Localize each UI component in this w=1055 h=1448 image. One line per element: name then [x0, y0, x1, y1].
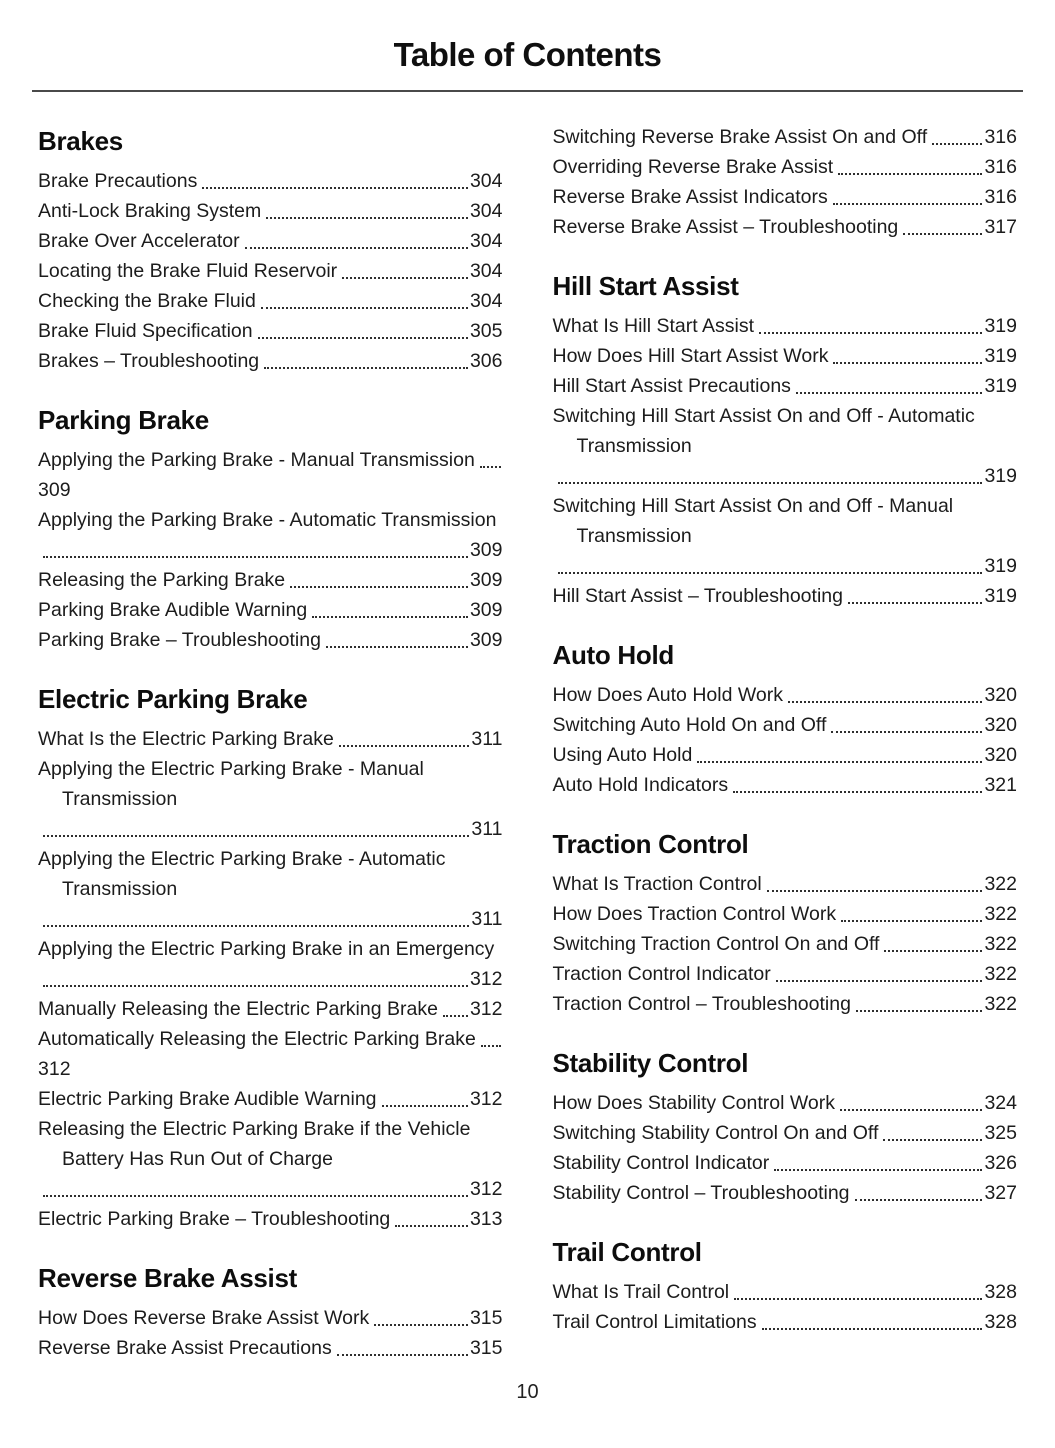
toc-dot-leader	[290, 586, 468, 588]
toc-entry-label: Switching Hill Start Assist On and Off - Manual Transmission	[552, 495, 954, 547]
toc-entry-label: Manually Releasing the Electric Parking Brake	[38, 998, 438, 1020]
toc-section	[553, 827, 1018, 1019]
toc-entry-label: Switching Hill Start Assist On and Off - Automatic Transmission	[552, 405, 975, 457]
toc-entry-page: 311	[471, 728, 503, 750]
toc-section	[553, 1235, 1018, 1337]
toc-column-2	[553, 122, 1018, 1364]
toc-section	[553, 1046, 1018, 1208]
toc-dot-leader	[848, 602, 982, 604]
toc-entry-page: 328	[984, 1281, 1017, 1303]
toc-entry-page: 304	[469, 290, 503, 312]
toc-entry	[553, 182, 1018, 212]
toc-dot-leader	[734, 1298, 982, 1300]
toc-section	[553, 638, 1018, 800]
toc-dot-leader	[774, 1169, 982, 1171]
toc-dot-leader	[337, 1354, 468, 1356]
toc-dot-leader	[261, 307, 468, 309]
toc-entry	[38, 625, 503, 655]
toc-dot-leader	[838, 173, 982, 175]
section-heading: Traction Control	[552, 829, 749, 859]
toc-entry	[38, 166, 503, 196]
toc-entry	[38, 1024, 503, 1084]
toc-entry-label: Traction Control Indicator	[552, 963, 771, 985]
toc-dot-leader	[833, 203, 983, 205]
toc-dot-leader	[266, 217, 468, 219]
page-title: Table of Contents	[393, 36, 662, 73]
toc-entry-label: Checking the Brake Fluid	[38, 290, 256, 312]
toc-entry	[553, 1178, 1018, 1208]
toc-entry	[553, 770, 1018, 800]
toc-entry-page: 313	[469, 1208, 503, 1230]
toc-entry-page: 319	[984, 585, 1017, 607]
toc-entry-label: Hill Start Assist Precautions	[552, 375, 791, 397]
section-entries	[553, 1088, 1018, 1208]
toc-entry-label: Stability Control – Troubleshooting	[552, 1182, 850, 1204]
toc-dot-leader	[481, 1045, 501, 1047]
toc-dot-leader	[932, 143, 982, 145]
toc-entry	[553, 1118, 1018, 1148]
toc-dot-leader	[856, 1010, 983, 1012]
toc-entry-page: 322	[984, 933, 1017, 955]
toc-dot-leader	[883, 1139, 982, 1141]
toc-entry-label: Reverse Brake Assist Precautions	[38, 1337, 332, 1359]
toc-dot-leader	[312, 616, 468, 618]
toc-entry	[38, 1084, 503, 1114]
toc-dot-leader	[762, 1328, 983, 1330]
toc-entry	[553, 1148, 1018, 1178]
toc-entry-page: 322	[984, 903, 1017, 925]
toc-entry-page: 312	[469, 998, 503, 1020]
toc-dot-leader	[903, 233, 982, 235]
toc-dot-leader	[43, 556, 468, 558]
toc-entry-page: 312	[469, 968, 503, 990]
toc-entry	[553, 1277, 1018, 1307]
toc-entry-label: Applying the Electric Parking Brake in an Emergency	[38, 938, 495, 960]
toc-entry	[553, 959, 1018, 989]
toc-section	[553, 269, 1018, 611]
toc-entry-page: 319	[984, 345, 1017, 367]
toc-dot-leader	[831, 731, 982, 733]
toc-entry-page: 316	[984, 126, 1017, 148]
toc-entry-label: Automatically Releasing the Electric Parking Brake	[38, 1028, 476, 1050]
section-entries	[38, 445, 503, 655]
section-heading: Auto Hold	[552, 640, 674, 670]
toc-entry-page: 309	[469, 539, 503, 561]
toc-entry	[553, 680, 1018, 710]
toc-dot-leader	[884, 950, 982, 952]
toc-dot-leader	[558, 482, 983, 484]
toc-entry-page: 320	[984, 684, 1017, 706]
toc-entry-page: 316	[984, 156, 1017, 178]
toc-entry	[38, 754, 503, 844]
toc-entry-label: Anti-Lock Braking System	[38, 200, 262, 222]
toc-dot-leader	[697, 761, 982, 763]
toc-entry	[38, 1204, 503, 1234]
toc-entry-label: How Does Auto Hold Work	[552, 684, 783, 706]
toc-entry	[553, 710, 1018, 740]
toc-dot-leader	[374, 1324, 468, 1326]
section-heading: Electric Parking Brake	[38, 684, 308, 714]
toc-entry-page: 309	[469, 629, 503, 651]
toc-entry-label: What Is Traction Control	[552, 873, 762, 895]
toc-entry-label: Reverse Brake Assist – Troubleshooting	[552, 216, 899, 238]
toc-entry-page: 304	[469, 230, 503, 252]
toc-entry-page: 317	[984, 216, 1017, 238]
toc-entry	[38, 565, 503, 595]
toc-entry-label: Applying the Parking Brake - Automatic Transmission	[38, 509, 497, 531]
section-heading: Brakes	[38, 126, 123, 156]
toc-section	[38, 124, 503, 376]
toc-entry	[38, 1333, 503, 1363]
toc-dot-leader	[796, 392, 983, 394]
toc-section	[38, 1261, 503, 1363]
toc-entry-label: Reverse Brake Assist Indicators	[552, 186, 828, 208]
toc-entry-page: 304	[469, 260, 503, 282]
toc-entry-label: How Does Hill Start Assist Work	[552, 345, 829, 367]
toc-dot-leader	[840, 1109, 982, 1111]
toc-entry	[553, 401, 1018, 491]
toc-entry-page: 328	[984, 1311, 1017, 1333]
toc-entry-page: 309	[469, 569, 503, 591]
toc-entry-label: Brakes – Troubleshooting	[38, 350, 260, 372]
toc-entry	[38, 1114, 503, 1204]
toc-entry	[553, 1307, 1018, 1337]
section-entries	[38, 166, 503, 376]
toc-entry	[553, 740, 1018, 770]
section-entries	[38, 724, 503, 1234]
toc-dot-leader	[558, 572, 983, 574]
toc-entry	[38, 286, 503, 316]
toc-entry	[38, 1303, 503, 1333]
toc-dot-leader	[395, 1225, 468, 1227]
toc-entry	[553, 869, 1018, 899]
toc-entry-label: Overriding Reverse Brake Assist	[552, 156, 834, 178]
toc-entry-label: Electric Parking Brake Audible Warning	[38, 1088, 377, 1110]
toc-dot-leader	[733, 791, 982, 793]
section-entries	[553, 122, 1018, 242]
section-heading: Reverse Brake Assist	[38, 1263, 297, 1293]
toc-entry	[38, 595, 503, 625]
toc-dot-leader	[841, 920, 982, 922]
toc-entry-label: Parking Brake Audible Warning	[38, 599, 308, 621]
toc-entry-page: 322	[984, 873, 1017, 895]
toc-entry	[38, 346, 503, 376]
toc-entry-page: 312	[469, 1088, 503, 1110]
section-heading: Hill Start Assist	[552, 271, 739, 301]
toc-section	[38, 403, 503, 655]
toc-entry	[553, 311, 1018, 341]
toc-section	[553, 122, 1018, 242]
toc-entry-page: 304	[469, 170, 503, 192]
toc-entry	[38, 505, 503, 565]
toc-entry	[553, 1088, 1018, 1118]
toc-entry-label: Switching Auto Hold On and Off	[552, 714, 827, 736]
toc-entry-page: 320	[984, 744, 1017, 766]
section-heading: Trail Control	[552, 1237, 702, 1267]
toc-entry	[38, 226, 503, 256]
toc-entry-page: 320	[984, 714, 1017, 736]
toc-dot-leader	[480, 466, 501, 468]
section-heading: Stability Control	[552, 1048, 749, 1078]
section-entries	[38, 1303, 503, 1363]
toc-entry	[553, 989, 1018, 1019]
toc-entry	[553, 152, 1018, 182]
toc-dot-leader	[258, 337, 468, 339]
section-entries	[553, 1277, 1018, 1337]
toc-entry-label: Brake Fluid Specification	[38, 320, 253, 342]
toc-dot-leader	[776, 980, 983, 982]
toc-entry-page: 312	[38, 1058, 71, 1080]
toc-entry-page: 322	[984, 993, 1017, 1015]
toc-dot-leader	[382, 1105, 468, 1107]
toc-entry-label: Parking Brake – Troubleshooting	[38, 629, 321, 651]
toc-column-1	[38, 122, 503, 1390]
section-entries	[553, 680, 1018, 800]
title-divider	[32, 90, 1023, 92]
toc-entry-label: Releasing the Parking Brake	[38, 569, 286, 591]
toc-entry-page: 312	[469, 1178, 503, 1200]
toc-entry-page: 322	[984, 963, 1017, 985]
toc-entry-page: 326	[984, 1152, 1017, 1174]
toc-entry	[553, 899, 1018, 929]
toc-entry-page: 319	[984, 465, 1017, 487]
toc-dot-leader	[443, 1015, 468, 1017]
toc-entry-label: What Is Hill Start Assist	[552, 315, 755, 337]
toc-entry-label: Stability Control Indicator	[552, 1152, 770, 1174]
toc-columns	[38, 122, 1017, 1390]
toc-entry-label: Applying the Electric Parking Brake - Manual Transmission	[38, 758, 424, 810]
toc-entry-label: Switching Traction Control On and Off	[552, 933, 880, 955]
toc-entry-label: Using Auto Hold	[552, 744, 693, 766]
toc-entry	[553, 929, 1018, 959]
toc-entry-label: Electric Parking Brake – Troubleshooting	[38, 1208, 391, 1230]
toc-entry-page: 309	[38, 479, 71, 501]
toc-entry-label: What Is Trail Control	[552, 1281, 730, 1303]
toc-entry-page: 325	[984, 1122, 1017, 1144]
toc-entry-label: Applying the Parking Brake - Manual Transmission	[38, 449, 475, 471]
toc-entry-page: 315	[469, 1337, 503, 1359]
toc-entry-label: Switching Stability Control On and Off	[552, 1122, 879, 1144]
toc-entry-page: 304	[469, 200, 503, 222]
toc-entry-page: 327	[984, 1182, 1017, 1204]
toc-entry-label: Hill Start Assist – Troubleshooting	[552, 585, 843, 607]
toc-entry-label: Trail Control Limitations	[552, 1311, 757, 1333]
toc-dot-leader	[245, 247, 468, 249]
toc-entry-page: 319	[984, 555, 1017, 577]
toc-entry-label: Switching Reverse Brake Assist On and Off	[552, 126, 928, 148]
toc-section	[38, 682, 503, 1234]
toc-entry-label: How Does Reverse Brake Assist Work	[38, 1307, 370, 1329]
toc-entry-label: How Does Traction Control Work	[552, 903, 837, 925]
toc-entry	[553, 212, 1018, 242]
toc-entry-page: 311	[471, 908, 503, 930]
toc-entry-label: What Is the Electric Parking Brake	[38, 728, 334, 750]
toc-entry-label: Applying the Electric Parking Brake - Automatic Transmission	[38, 848, 446, 900]
toc-entry	[38, 724, 503, 754]
toc-entry	[38, 256, 503, 286]
toc-entry-label: Locating the Brake Fluid Reservoir	[38, 260, 338, 282]
toc-entry-page: 315	[469, 1307, 503, 1329]
toc-entry	[38, 994, 503, 1024]
footer-page-number: 10	[516, 1381, 539, 1403]
toc-entry-label: Brake Precautions	[38, 170, 198, 192]
toc-entry-page: 319	[984, 375, 1017, 397]
toc-entry-page: 306	[469, 350, 503, 372]
toc-entry-page: 316	[984, 186, 1017, 208]
section-entries	[553, 869, 1018, 1019]
toc-entry-page: 309	[469, 599, 503, 621]
toc-dot-leader	[342, 277, 468, 279]
toc-entry	[553, 491, 1018, 581]
toc-dot-leader	[788, 701, 982, 703]
toc-entry	[553, 371, 1018, 401]
toc-entry-page: 324	[984, 1092, 1017, 1114]
toc-entry	[38, 844, 503, 934]
toc-entry-page: 321	[984, 774, 1017, 796]
toc-entry	[38, 316, 503, 346]
toc-entry	[38, 196, 503, 226]
toc-dot-leader	[264, 367, 468, 369]
toc-dot-leader	[855, 1199, 983, 1201]
section-heading: Parking Brake	[38, 405, 209, 435]
toc-dot-leader	[833, 362, 982, 364]
toc-entry-label: Traction Control – Troubleshooting	[552, 993, 851, 1015]
toc-dot-leader	[202, 187, 468, 189]
toc-dot-leader	[43, 985, 468, 987]
toc-dot-leader	[759, 332, 982, 334]
toc-dot-leader	[43, 835, 469, 837]
toc-entry	[553, 581, 1018, 611]
toc-dot-leader	[339, 745, 470, 747]
toc-entry-label: Brake Over Accelerator	[38, 230, 240, 252]
toc-entry-label: Releasing the Electric Parking Brake if the Vehicle Battery Has Run Out of Charge	[38, 1118, 471, 1170]
toc-entry	[38, 445, 503, 505]
toc-entry	[553, 341, 1018, 371]
toc-dot-leader	[43, 925, 469, 927]
toc-dot-leader	[326, 646, 468, 648]
toc-entry-page: 305	[469, 320, 503, 342]
toc-entry-page: 311	[471, 818, 503, 840]
toc-dot-leader	[43, 1195, 468, 1197]
toc-entry-label: How Does Stability Control Work	[552, 1092, 835, 1114]
toc-entry	[38, 934, 503, 994]
toc-entry-page: 319	[984, 315, 1017, 337]
toc-dot-leader	[767, 890, 983, 892]
toc-entry-label: Auto Hold Indicators	[552, 774, 729, 796]
section-entries	[553, 311, 1018, 611]
toc-entry	[553, 122, 1018, 152]
